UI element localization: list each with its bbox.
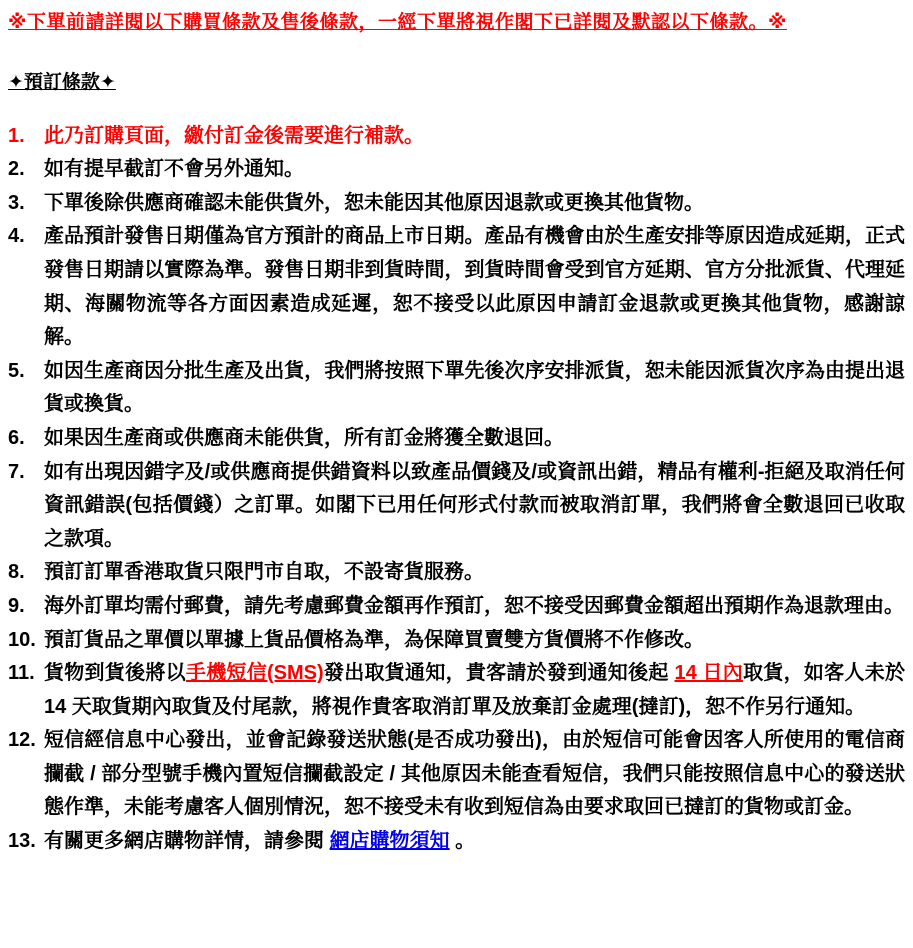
term-item-3 (8, 187, 905, 221)
term-text-segment: 產品預計發售日期僅為官方預計的商品上市日期。產品有機會由於生產安排等原因造成延期，正式發售日期請以實際為準。發售日期非到貨時間，到貨時間會受到官方延期、官方分批派貨、代理延期、海關物流等各方面因素造成延遲，恕不接受以此原因申請訂金退款或更換其他貨物，感謝諒解。 (44, 225, 905, 349)
term-text (44, 422, 905, 456)
term-text (44, 456, 905, 557)
term-number: 11. (8, 662, 35, 685)
term-item-13 (8, 825, 905, 859)
term-item-12 (8, 724, 905, 825)
term-text-segment: 如有出現因錯字及/或供應商提供錯資料以致產品價錢及/或資訊出錯，精品有權利-拒絕及取消任何資訊錯誤(包括價錢）之訂單。如閣下已用任何形式付款而被取消訂單，我們將會全數退回已收取之款項。 (44, 460, 905, 550)
term-text (44, 187, 905, 221)
term-text-segment: 短信經信息中心發出，並會記錄發送狀態(是否成功發出)，由於短信可能會因客人所使用的電信商攔截 / 部分型號手機內置短信攔截設定 / 其他原因未能查看短信，我們只能按照信息中心的發送狀態作準，未能考慮客人個別情況，恕不接受未有收到短信為由要求取回已撻訂的貨物或訂金。 (44, 729, 905, 819)
shop-guide-link[interactable]: 網店購物須知 (329, 830, 450, 853)
term-number: 3. (8, 191, 25, 214)
term-text-segment: 貨物到貨後將以 (44, 662, 186, 685)
term-number: 2. (8, 158, 25, 181)
term-number: 5. (8, 359, 25, 382)
term-text-segment: 手機短信(SMS) (185, 662, 324, 685)
term-text (44, 153, 905, 187)
term-text-segment: 發出取貨通知，貴客請於發到通知後起 (323, 662, 675, 685)
term-item-10 (8, 624, 905, 658)
term-item-1 (8, 120, 905, 154)
term-text-segment: 如因生產商因分批生產及出貨，我們將按照下單先後次序安排派貨，恕未能因派貨次序為由提出退貨或換貨。 (44, 359, 905, 416)
term-number: 8. (8, 561, 25, 584)
term-number: 6. (8, 426, 25, 449)
term-item-8 (8, 556, 905, 590)
terms-list (8, 120, 905, 859)
term-number: 13. (8, 830, 36, 853)
term-text-segment: 海外訂單均需付郵費，請先考慮郵費金額再作預訂，恕不接受因郵費金額超出預期作為退款理由。 (44, 594, 904, 617)
term-item-2 (8, 153, 905, 187)
term-text-segment: 有關更多網店購物詳情，請參閱 (44, 830, 330, 853)
term-item-6 (8, 422, 905, 456)
term-number: 1. (8, 124, 25, 147)
term-text (44, 556, 905, 590)
term-item-9 (8, 590, 905, 624)
term-text (44, 624, 905, 658)
term-item-11 (8, 657, 905, 724)
term-text-segment: 下單後除供應商確認未能供貨外，恕未能因其他原因退款或更換其他貨物。 (44, 191, 704, 214)
term-item-5 (8, 355, 905, 422)
term-text-segment: 預訂貨品之單價以單據上貨品價格為準，為保障買賣雙方貨價將不作修改。 (44, 628, 704, 651)
term-text-segment: 此乃訂購頁面，繳付訂金後需要進行補款。 (44, 124, 424, 147)
term-number: 10. (8, 628, 36, 651)
term-item-4 (8, 220, 905, 354)
term-text (44, 590, 905, 624)
section-title-text: ✦預訂條款✦ (8, 71, 116, 93)
section-title (8, 67, 905, 94)
term-text (44, 825, 905, 859)
term-text-segment: 預訂訂單香港取貨只限門市自取，不設寄貨服務。 (44, 561, 484, 584)
term-text (44, 724, 905, 825)
purchase-notice-banner: ※下單前請詳閱以下購買條款及售後條款，一經下單將視作閣下已詳閱及默認以下條款。※ (8, 12, 787, 33)
term-text (44, 220, 905, 354)
term-text-segment: 取貨，如客人未於 14 天取貨期內取貨及付尾款，將視作貴客取消訂單及放棄訂金處理(撻訂)，恕不作另行通知。 (44, 662, 905, 718)
term-text (44, 120, 905, 154)
term-text (44, 355, 905, 422)
term-number: 12. (8, 729, 36, 752)
term-item-7 (8, 456, 905, 557)
term-number: 4. (8, 225, 25, 248)
term-text-segment: 14 日內 (674, 662, 744, 685)
term-text-segment: 如有提早截訂不會另外通知。 (44, 158, 304, 181)
term-number: 9. (8, 594, 25, 617)
term-text-segment: 如果因生產商或供應商未能供貨，所有訂金將獲全數退回。 (44, 426, 564, 449)
term-text-segment: 。 (449, 830, 476, 853)
term-text (44, 657, 905, 724)
term-number: 7. (8, 460, 25, 483)
